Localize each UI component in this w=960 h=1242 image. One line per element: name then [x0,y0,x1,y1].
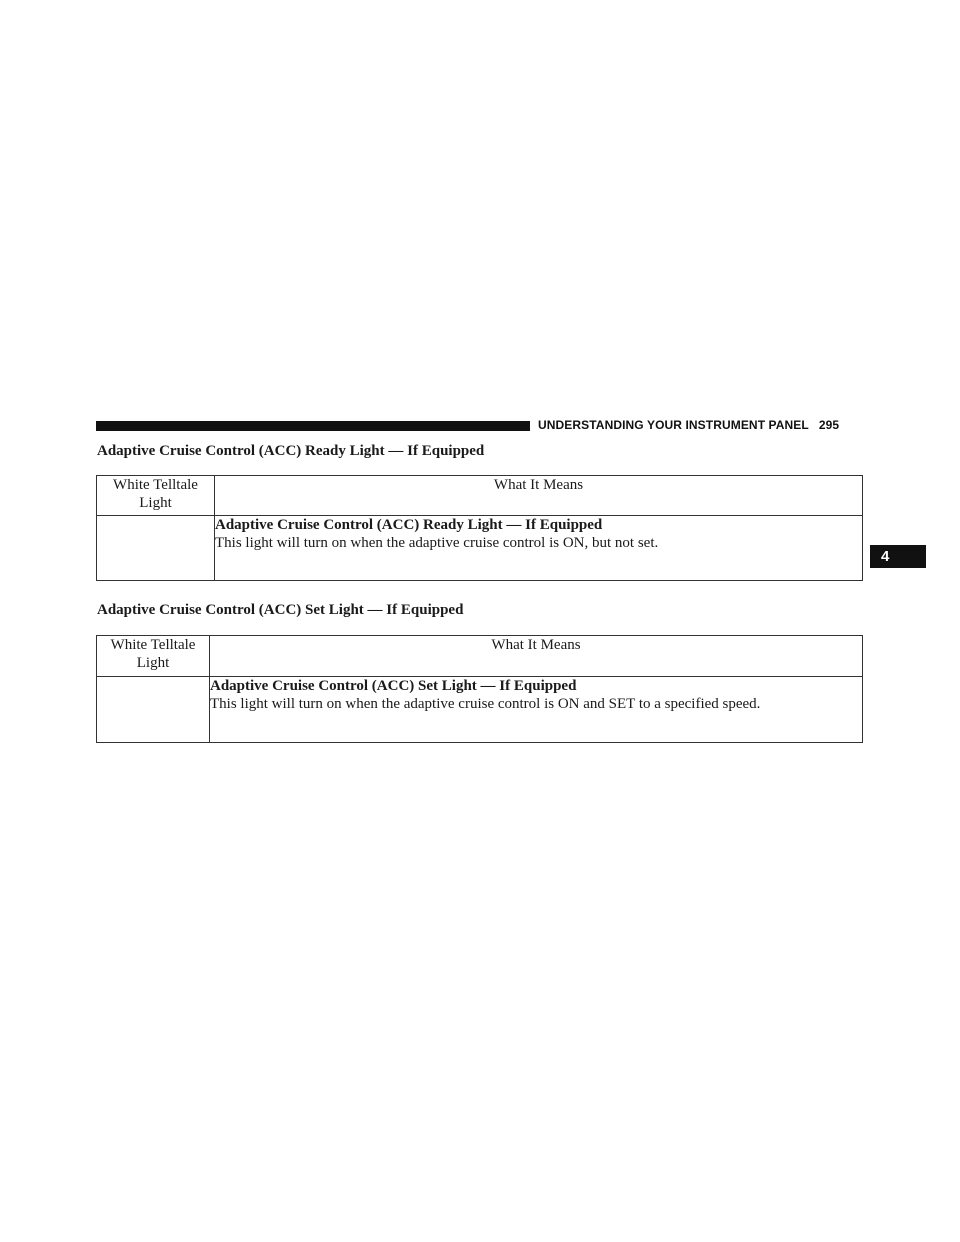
column-header-telltale: White Telltale Light [97,476,215,516]
description-title: Adaptive Cruise Control (ACC) Ready Light — If Equipped [215,517,603,533]
telltale-table-acc-ready [96,475,863,581]
section-heading-acc-ready: Adaptive Cruise Control (ACC) Ready Light — If Equipped [97,443,485,459]
table-row [97,677,863,743]
running-header [538,418,866,432]
column-header-what-it-means: What It Means [210,636,863,677]
description-cell [210,677,863,743]
description-text: This light will turn on when the adaptive cruise control is ON, but not set. [215,535,659,551]
header-rule [96,421,530,431]
page-number: 295 [818,418,840,432]
table-row [97,516,863,581]
table-header-row [97,636,863,677]
telltale-icon-cell [97,516,215,581]
telltale-table-acc-set [96,635,863,743]
section-heading-acc-set: Adaptive Cruise Control (ACC) Set Light — If Equipped [97,602,464,618]
chapter-tab: 4 [870,545,926,568]
table-header-row [97,476,863,516]
column-header-telltale: White Telltale Light [97,636,210,677]
running-header-title: UNDERSTANDING YOUR INSTRUMENT PANEL [538,418,809,432]
description-title: Adaptive Cruise Control (ACC) Set Light — If Equipped [210,678,577,694]
description-text: This light will turn on when the adaptive cruise control is ON and SET to a specified speed. [210,696,761,712]
description-cell [215,516,863,581]
column-header-what-it-means: What It Means [215,476,863,516]
telltale-icon-cell [97,677,210,743]
